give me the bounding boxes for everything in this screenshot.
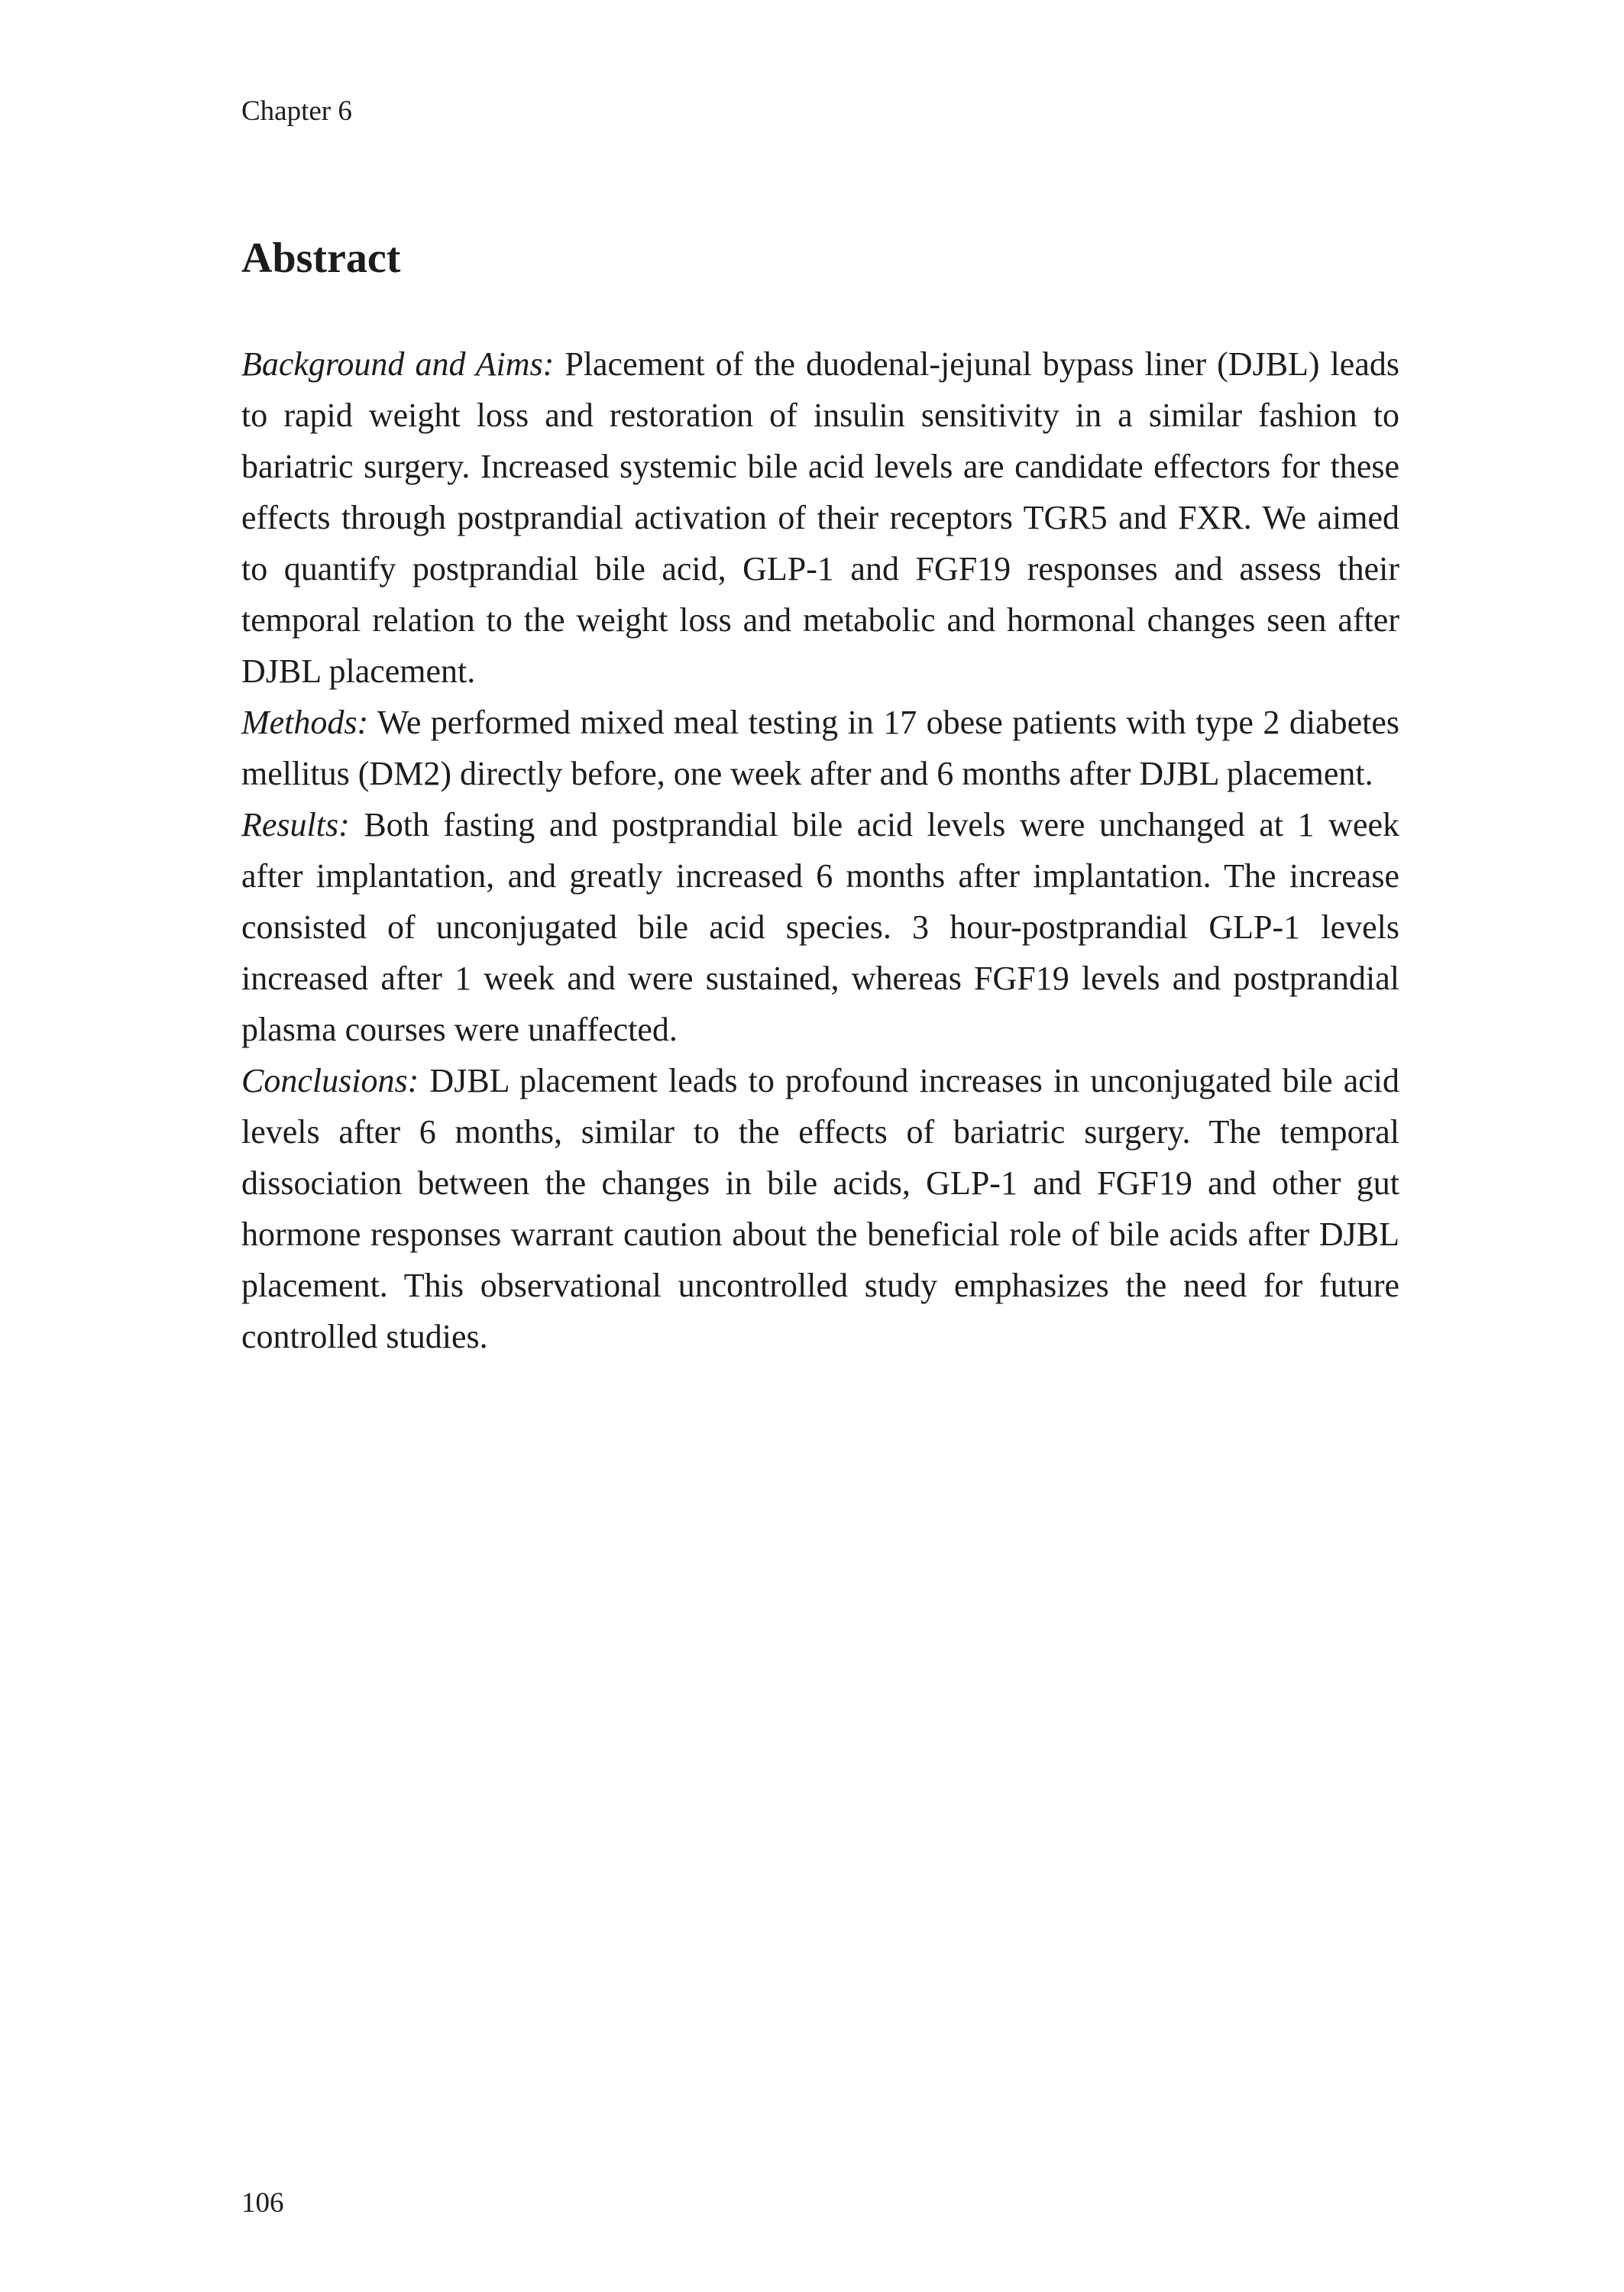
page-number: 106 [241, 2187, 284, 2219]
abstract-background-paragraph [241, 338, 1399, 697]
methods-label: Methods: [241, 704, 369, 741]
results-label: Results: [241, 806, 350, 843]
background-label: Background and Aims: [241, 345, 555, 383]
abstract-title: Abstract [241, 235, 401, 282]
conclusions-text: DJBL placement leads to profound increases in unconjugated bile acid levels after 6 months, similar to the effects of bariatric surgery. The temporal dissociation between the changes in bile acids, GLP-1 and FGF19 and other gut hormone responses warrant caution about the beneficial role of bile acids after DJBL placement. This observational uncontrolled study emphasizes the need for future controlled studies. [241, 1062, 1400, 1355]
conclusions-label: Conclusions: [241, 1062, 419, 1099]
abstract-body [241, 338, 1399, 1362]
methods-text: We performed mixed meal testing in 17 obese patients with type 2 diabetes mellitus (DM2) directly before, one week after and 6 months after DJBL placement. [241, 704, 1399, 792]
running-head: Chapter 6 [241, 96, 352, 127]
abstract-conclusions-paragraph [241, 1055, 1399, 1362]
abstract-methods-paragraph [241, 697, 1399, 799]
abstract-results-paragraph [241, 799, 1399, 1055]
background-text: Placement of the duodenal-jejunal bypass liner (DJBL) leads to rapid weight loss and restoration of insulin sensitivity in a similar fashion to bariatric surgery. Increased systemic bile acid levels are candidate effectors for these effects through postprandial activation of their receptors TGR5 and FXR. We aimed to quantify postprandial bile acid, GLP-1 and FGF19 responses and assess their temporal relation to the weight loss and metabolic and hormonal changes seen after DJBL placement. [241, 345, 1399, 690]
results-text: Both fasting and postprandial bile acid levels were unchanged at 1 week after implantation, and greatly increased 6 months after implantation. The increase consisted of unconjugated bile acid species. 3 hour-postprandial GLP-1 levels increased after 1 week and were sustained, whereas FGF19 levels and postprandial plasma courses were unaffected. [241, 806, 1399, 1048]
